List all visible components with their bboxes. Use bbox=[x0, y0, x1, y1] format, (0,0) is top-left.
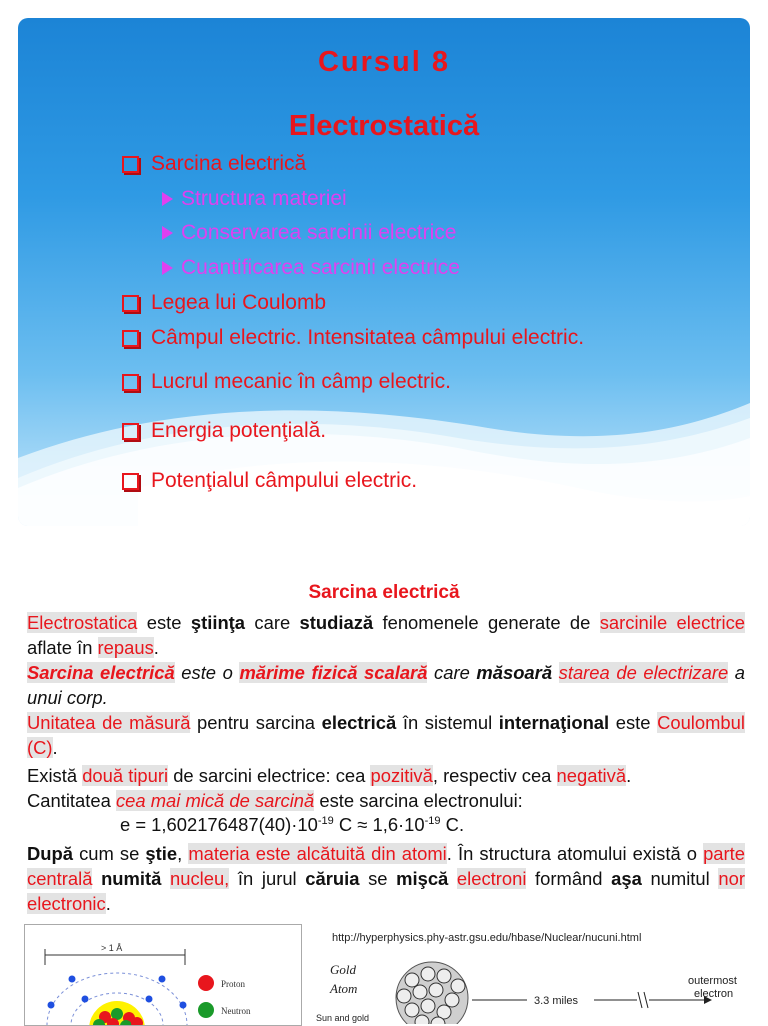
outline-item-label: Lucrul mecanic în câmp electric. bbox=[151, 370, 451, 393]
text-fragment: formând bbox=[526, 868, 612, 889]
gold-atom-caption: Sun and gold bbox=[316, 1013, 370, 1023]
electron-charge-formula bbox=[120, 814, 464, 836]
checkbox-bullet-icon bbox=[122, 423, 139, 440]
proton-legend-swatch bbox=[198, 975, 214, 991]
electron-dot bbox=[82, 996, 89, 1003]
scale-label: > 1 Å bbox=[101, 943, 123, 953]
text-fragment: este o bbox=[174, 662, 240, 683]
paragraph-scalar-quantity bbox=[27, 660, 745, 710]
text-fragment: . bbox=[105, 893, 111, 914]
outline-subitem-label: Cuantificarea sarcinii electrice bbox=[181, 256, 460, 279]
text-fragment: Există bbox=[27, 765, 83, 786]
outline-subitem-cuantificarea bbox=[162, 256, 460, 280]
proton-legend-label: Proton bbox=[221, 979, 246, 989]
outline-item-energia bbox=[122, 419, 326, 443]
paragraph-definition bbox=[27, 610, 745, 660]
formula-exponent: -19 bbox=[317, 814, 334, 827]
formula-part: e = 1,602176487(40)·10 bbox=[120, 814, 318, 835]
outline-item-label: Câmpul electric. Intensitatea câmpului electric. bbox=[151, 326, 585, 349]
outline-item-label: Energia potenţială. bbox=[151, 419, 327, 442]
text-fragment: . bbox=[153, 637, 159, 658]
text-fragment: care bbox=[427, 662, 477, 683]
text-fragment: în jurul bbox=[229, 868, 306, 889]
outline-item-label: Sarcina electrică bbox=[151, 152, 307, 175]
term-materia-atomi: materia este alcătuită din atomi bbox=[188, 843, 447, 864]
text-fragment: pentru sarcina bbox=[190, 712, 322, 733]
term-starea-de-electrizare: starea de electrizare bbox=[558, 662, 729, 683]
text-fragment: numitul bbox=[641, 868, 719, 889]
course-title: Cursul 8 bbox=[317, 46, 451, 78]
term-cea-mai-mica: cea mai mică de sarcină bbox=[115, 790, 315, 811]
text-fragment: de sarcini electrice: cea bbox=[168, 765, 371, 786]
checkbox-bullet-icon bbox=[122, 156, 139, 173]
outline-item-potentialul bbox=[122, 469, 417, 493]
text-fragment bbox=[448, 868, 457, 889]
text-fragment bbox=[161, 868, 170, 889]
text-fragment: fenomenele generate de bbox=[373, 612, 600, 633]
gold-atom-title-line2: Atom bbox=[330, 981, 358, 996]
text-fragment: , bbox=[177, 843, 189, 864]
text-fragment: . bbox=[626, 765, 632, 786]
arrow-bullet-icon bbox=[162, 226, 173, 240]
section-title: Sarcina electrică bbox=[308, 582, 460, 603]
text-fragment: numită bbox=[101, 868, 162, 889]
checkbox-bullet-icon bbox=[122, 374, 139, 391]
text-fragment: care bbox=[245, 612, 300, 633]
distance-label: 3.3 miles bbox=[534, 995, 579, 1007]
formula-exponent: -19 bbox=[424, 814, 441, 827]
outline-item-label: Legea lui Coulomb bbox=[151, 291, 327, 314]
electron-dot bbox=[180, 1002, 187, 1009]
term-electroni: electroni bbox=[456, 868, 527, 889]
formula-part: C ≈ 1,6·10 bbox=[333, 814, 425, 835]
gold-atom-title-line1: Gold bbox=[330, 962, 356, 977]
electron-dot bbox=[146, 996, 153, 1003]
text-fragment: . În structura atomului există o bbox=[446, 843, 704, 864]
term-unitatea-de-masura: Unitatea de măsură bbox=[27, 712, 191, 733]
text-fragment: mişcă bbox=[396, 868, 449, 889]
outermost-label-line2: electron bbox=[694, 988, 734, 1000]
checkbox-bullet-icon bbox=[122, 330, 139, 347]
gold-nucleus-cluster bbox=[396, 962, 468, 1024]
text-fragment bbox=[552, 662, 559, 683]
electron-dot bbox=[69, 976, 76, 983]
text-fragment: în sistemul bbox=[396, 712, 499, 733]
outline-item-sarcina bbox=[122, 152, 306, 176]
term-sarcinile-electrice: sarcinile electrice bbox=[599, 612, 746, 633]
text-fragment: studiază bbox=[299, 612, 374, 633]
electron-dot bbox=[159, 976, 166, 983]
source-url: http://hyperphysics.phy-astr.gsu.edu/hbase/Nuclear/nucuni.html bbox=[332, 932, 642, 944]
term-negativa: negativă bbox=[556, 765, 627, 786]
checkbox-bullet-icon bbox=[122, 295, 139, 312]
term-parte-centrala: parte centrală bbox=[27, 843, 745, 889]
text-fragment: electrică bbox=[321, 712, 397, 733]
text-fragment: a unui corp. bbox=[27, 662, 746, 708]
neutron-legend-swatch bbox=[198, 1002, 214, 1018]
term-coulombul: Coulombul (C) bbox=[27, 712, 745, 758]
paragraph-smallest-charge bbox=[27, 788, 745, 813]
term-repaus: repaus bbox=[97, 637, 154, 658]
atom-model-drawing bbox=[25, 925, 301, 1025]
term-electrostatica: Electrostatica bbox=[27, 612, 138, 633]
axis-break-icon bbox=[638, 992, 648, 1008]
outermost-label-line1: outermost bbox=[688, 975, 737, 987]
slide-course-overview bbox=[18, 18, 750, 526]
checkbox-bullet-icon bbox=[122, 473, 139, 490]
text-fragment: . bbox=[52, 737, 58, 758]
text-fragment: măsoară bbox=[476, 662, 553, 683]
text-fragment: , respectiv cea bbox=[432, 765, 557, 786]
text-fragment: căruia bbox=[305, 868, 360, 889]
outline-subitem-conservarea bbox=[162, 221, 456, 245]
atom-model-diagram bbox=[24, 924, 302, 1026]
text-fragment: este bbox=[137, 612, 191, 633]
arrow-bullet-icon bbox=[162, 261, 173, 275]
neutron-legend-label: Neutron bbox=[221, 1006, 251, 1016]
text-fragment: ştie bbox=[145, 843, 178, 864]
text-fragment: Cantitatea bbox=[27, 790, 116, 811]
text-fragment: internaţional bbox=[498, 712, 610, 733]
term-nucleu: nucleu, bbox=[169, 868, 230, 889]
outline-item-coulomb bbox=[122, 291, 326, 315]
text-fragment: se bbox=[359, 868, 397, 889]
text-fragment: este sarcina electronului: bbox=[314, 790, 523, 811]
outline-subitem-structura bbox=[162, 187, 347, 211]
term-pozitiva: pozitivă bbox=[370, 765, 433, 786]
paragraph-unit bbox=[27, 710, 745, 760]
outline-item-lucrul bbox=[122, 370, 451, 394]
paragraph-atom-structure bbox=[27, 841, 745, 916]
term-sarcina-electrica: Sarcina electrică bbox=[27, 662, 175, 683]
term-marime-fizica: mărime fizică scalară bbox=[239, 662, 428, 683]
text-fragment: aflate în bbox=[27, 637, 98, 658]
outline-subitem-label: Conservarea sarcinii electrice bbox=[181, 221, 457, 244]
term-doua-tipuri: două tipuri bbox=[82, 765, 169, 786]
arrow-bullet-icon bbox=[162, 192, 173, 206]
text-fragment bbox=[92, 868, 101, 889]
gold-atom-illustration bbox=[312, 948, 752, 1024]
text-fragment: După bbox=[27, 843, 73, 864]
paragraph-types bbox=[27, 763, 745, 788]
outline-item-label: Potenţialul câmpului electric. bbox=[151, 469, 418, 492]
electron-dot bbox=[48, 1002, 55, 1009]
outline-subitem-label: Structura materiei bbox=[181, 187, 347, 210]
text-fragment: aşa bbox=[611, 868, 642, 889]
formula-part: C. bbox=[440, 814, 465, 835]
text-fragment: este bbox=[609, 712, 658, 733]
text-fragment: cum se bbox=[72, 843, 146, 864]
outline-item-campul bbox=[122, 326, 584, 350]
text-fragment: ştiinţa bbox=[190, 612, 246, 633]
course-subtitle: Electrostatică bbox=[288, 110, 480, 142]
term-nor-electronic: nor electronic bbox=[27, 868, 745, 914]
